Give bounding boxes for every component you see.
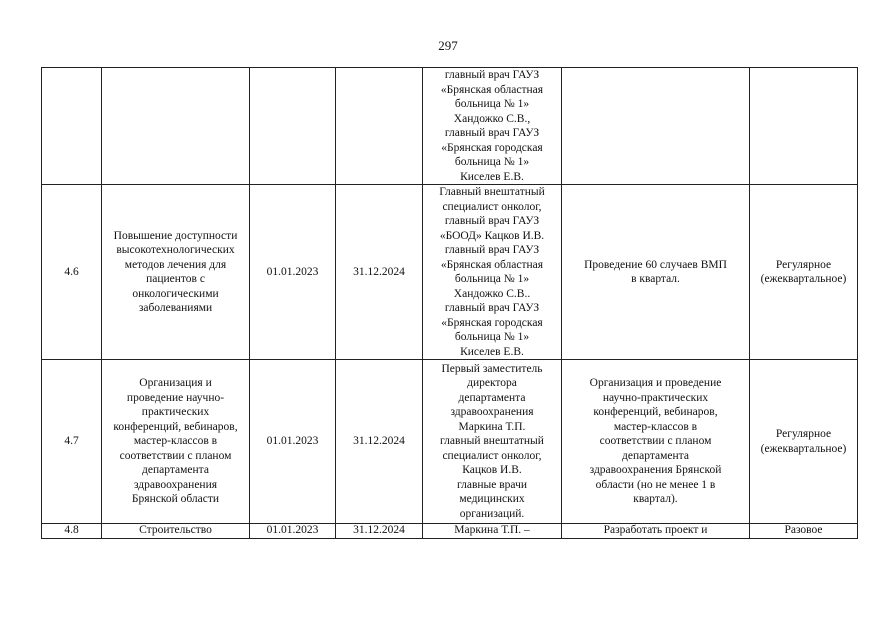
frequency-cell: Регулярное (ежеквартальное) [750,360,858,524]
activity-title-cell [102,68,250,185]
activity-plan-table [41,67,858,539]
activity-title-cell: Повышение доступности высокотехнологических методов лечения для пациентов с онкологическими заболеваниями [102,185,250,360]
item-number-cell [42,68,102,185]
activity-title-cell: Организация и проведение научно- практических конференций, вебинаров, мастер-классов в соответствии с планом департамента здравоохранения Брянской области [102,360,250,524]
activity-title-cell: Строительство [102,524,250,539]
item-number-cell: 4.8 [42,524,102,539]
table-row [42,68,858,185]
page-number: 297 [438,38,458,53]
frequency-cell [750,68,858,185]
table-row [42,360,858,524]
result-cell: Проведение 60 случаев ВМП в квартал. [562,185,750,360]
result-cell: Организация и проведение научно-практических конференций, вебинаров, мастер-классов в соответствии с планом департамента здравоохранения Брянской области (но не менее 1 в квартал). [562,360,750,524]
responsible-cell: Главный внештатный специалист онколог, главный врач ГАУЗ «БООД» Кацков И.В. главный врач ГАУЗ «Брянская областная больница № 1» Хандожко С.В.. главный врач ГАУЗ «Брянская городская больница № 1» Киселев Е.В. [423,185,562,360]
item-number-cell: 4.6 [42,185,102,360]
table-row [42,524,858,539]
table-row [42,185,858,360]
end-date-cell [336,68,423,185]
responsible-cell: Первый заместитель директора департамента здравоохранения Маркина Т.П. главный внештатный специалист онколог, Кацков И.В. главные врачи медицинских организаций. [423,360,562,524]
frequency-cell: Разовое [750,524,858,539]
start-date-cell [250,68,336,185]
end-date-cell: 31.12.2024 [336,524,423,539]
start-date-cell: 01.01.2023 [250,360,336,524]
start-date-cell: 01.01.2023 [250,185,336,360]
result-cell: Разработать проект и [562,524,750,539]
frequency-cell: Регулярное (ежеквартальное) [750,185,858,360]
result-cell [562,68,750,185]
start-date-cell: 01.01.2023 [250,524,336,539]
responsible-cell: главный врач ГАУЗ «Брянская областная больница № 1» Хандожко С.В., главный врач ГАУЗ «Брянская городская больница № 1» Киселев Е.В. [423,68,562,185]
end-date-cell: 31.12.2024 [336,360,423,524]
end-date-cell: 31.12.2024 [336,185,423,360]
item-number-cell: 4.7 [42,360,102,524]
responsible-cell: Маркина Т.П. – [423,524,562,539]
